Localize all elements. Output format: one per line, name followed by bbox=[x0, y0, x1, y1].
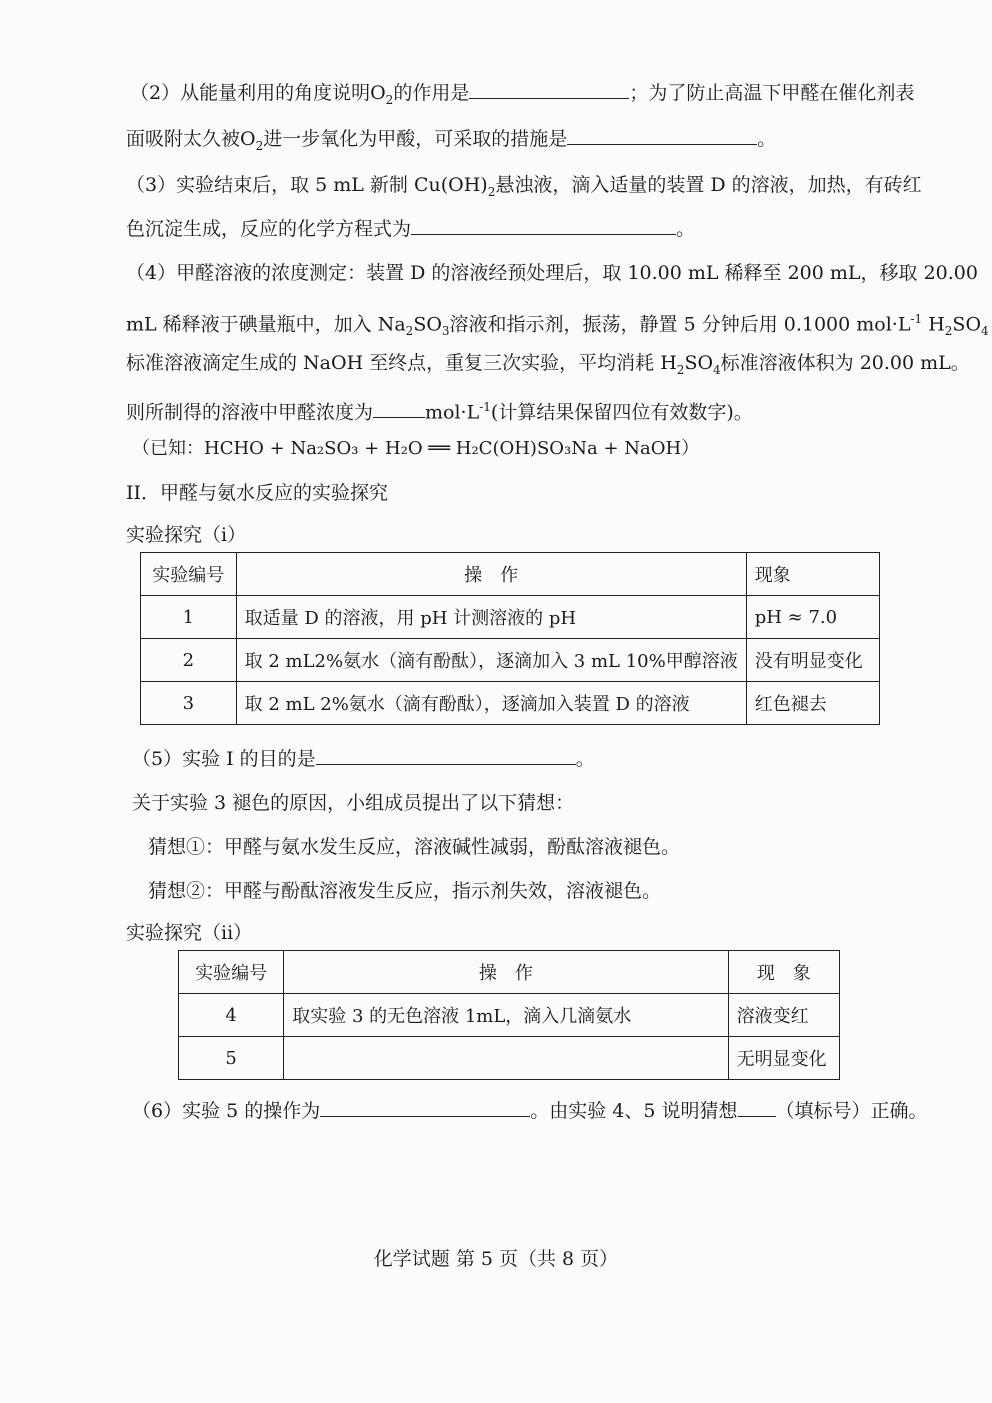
q3-text: 。 bbox=[676, 218, 696, 240]
answer-blank[interactable] bbox=[738, 1098, 776, 1117]
q3-line2 bbox=[126, 216, 695, 242]
q2-text: 。 bbox=[757, 128, 777, 150]
q2-text: 的作用是 bbox=[393, 82, 470, 104]
table-cell: 4 bbox=[179, 994, 284, 1037]
q4-sup: -1 bbox=[910, 312, 923, 326]
answer-blank[interactable] bbox=[411, 216, 676, 235]
q3-text: 悬浊液，滴入适量的装置 D 的溶液，加热，有砖红 bbox=[495, 174, 922, 196]
q2-text: （2）从能量利用的角度说明 bbox=[130, 82, 371, 104]
q3-line1 bbox=[126, 172, 922, 205]
q4-line3: 标准溶液滴定生成的 NaOH 至终点，重复三次实验，平均消耗 $H_2SO_4$标准溶液体积为 20.00 mL。 bbox=[126, 352, 970, 377]
q3-text: （3）实验结束后，取 5 mL 新制 Cu(OH) bbox=[126, 174, 488, 196]
guess1: 猜想①：甲醛与氨水发生反应，溶液碱性减弱，酚酞溶液褪色。 bbox=[148, 836, 681, 858]
exp2-title: 实验探究（ii） bbox=[126, 922, 253, 944]
q6-text: （6）实验 5 的操作为 bbox=[132, 1100, 321, 1122]
table-header-row bbox=[141, 553, 880, 596]
table-row bbox=[141, 596, 880, 639]
table-header: 实验编号 bbox=[179, 951, 284, 994]
o2-symbol: O bbox=[240, 128, 256, 150]
table-header: 操 作 bbox=[284, 951, 728, 994]
q2-text: 进一步氧化为甲酸，可采取的措施是 bbox=[263, 128, 568, 150]
q4-text: mol·L bbox=[425, 401, 480, 424]
section2-title: II．甲醛与氨水反应的实验探究 bbox=[126, 482, 389, 504]
table-row bbox=[179, 1037, 840, 1080]
q4-line1 bbox=[126, 260, 978, 286]
page-footer: 化学试题 第 5 页（共 8 页） bbox=[373, 1248, 619, 1270]
table-cell: 红色褪去 bbox=[746, 682, 879, 725]
q4-text: SO bbox=[952, 313, 982, 336]
q4-text: 则所制得的溶液中甲醛浓度为 bbox=[126, 401, 374, 424]
table-cell: 3 bbox=[141, 682, 237, 725]
q4-text: SO bbox=[684, 352, 714, 374]
table-cell: 无明显变化 bbox=[728, 1037, 839, 1080]
table-header: 实验编号 bbox=[141, 553, 237, 596]
o2-sub: 2 bbox=[385, 92, 394, 107]
table-cell: pH ≈ 7.0 bbox=[746, 596, 879, 639]
answer-blank[interactable] bbox=[567, 126, 757, 145]
q3-text: 色沉淀生成，反应的化学方程式为 bbox=[126, 218, 412, 240]
q6 bbox=[132, 1098, 928, 1124]
table-header: 现象 bbox=[746, 553, 879, 596]
q4-text: （4）甲醛溶液的浓度测定：装置 D 的溶液经预处理后，取 10.00 mL 稀释至 200 mL，移取 20.00 bbox=[126, 262, 978, 284]
o2-symbol: O bbox=[370, 82, 386, 104]
guess2: 猜想②：甲醛与酚酞溶液发生反应，指示剂失效，溶液褪色。 bbox=[148, 880, 662, 902]
q2-text: 面吸附太久被 bbox=[126, 128, 241, 150]
table-cell: 取 2 mL 2%氨水（滴有酚酞），逐滴加入装置 D 的溶液 bbox=[236, 682, 746, 725]
q6-text: 。由实验 4、5 说明猜想 bbox=[530, 1100, 738, 1122]
answer-blank[interactable] bbox=[320, 1098, 530, 1117]
q4-text: H bbox=[922, 313, 945, 336]
table-header-row bbox=[179, 951, 840, 994]
answer-blank[interactable] bbox=[373, 399, 425, 418]
table-cell: 溶液变红 bbox=[728, 994, 839, 1037]
table-row bbox=[179, 994, 840, 1037]
q5 bbox=[132, 746, 595, 772]
table-row bbox=[141, 639, 880, 682]
q4-text: 溶液和指示剂，振荡，静置 5 分钟后用 0.1000 mol·L bbox=[449, 313, 911, 336]
q4-text: 标准溶液体积为 20.00 mL。 bbox=[720, 352, 970, 374]
q4-known: （已知：HCHO + Na₂SO₃ + H₂O ══ H₂C(OH)SO₃Na + NaOH） bbox=[132, 438, 700, 459]
q4-sup: -1 bbox=[479, 400, 491, 414]
q3-sub: 2 bbox=[487, 184, 496, 199]
table-cell: 取 2 mL2%氨水（滴有酚酞），逐滴加入 3 mL 10%甲醇溶液 bbox=[236, 639, 746, 682]
table-cell: 没有明显变化 bbox=[746, 639, 879, 682]
o2-sub: 2 bbox=[255, 138, 264, 153]
q2-line2 bbox=[126, 126, 776, 159]
guess-intro: 关于实验 3 褪色的原因，小组成员提出了以下猜想： bbox=[132, 792, 575, 814]
q4-line2: mL 稀释液于碘量瓶中，加入 $Na_2SO_3$溶液和指示剂，振荡，静置 5 分钟后用 0.1000 $mol\cdot L^{-1}$ $H_2SO_4$ bbox=[126, 312, 989, 339]
answer-blank[interactable] bbox=[469, 80, 629, 99]
q4-text: SO bbox=[413, 313, 442, 336]
q5-text: 。 bbox=[575, 748, 595, 770]
table-cell: 取适量 D 的溶液，用 pH 计测溶液的 pH bbox=[236, 596, 746, 639]
table-cell[interactable] bbox=[284, 1037, 728, 1080]
table-cell: 2 bbox=[141, 639, 237, 682]
q4-text: mL 稀释液于碘量瓶中，加入 Na bbox=[126, 313, 406, 336]
table2 bbox=[178, 950, 840, 1080]
q2-text: ；为了防止高温下甲醛在催化剂表 bbox=[629, 82, 915, 104]
table-cell: 取实验 3 的无色溶液 1mL，滴入几滴氨水 bbox=[284, 994, 728, 1037]
exp1-title: 实验探究（i） bbox=[126, 524, 247, 546]
q4-text: (计算结果保留四位有效数字)。 bbox=[490, 401, 753, 424]
q4-line4 bbox=[126, 394, 753, 425]
q4-text: 标准溶液滴定生成的 NaOH 至终点，重复三次实验，平均消耗 H bbox=[126, 352, 677, 374]
table-cell: 5 bbox=[179, 1037, 284, 1080]
answer-blank[interactable] bbox=[316, 746, 576, 765]
q6-text: （填标号）正确。 bbox=[775, 1100, 928, 1122]
table-row bbox=[141, 682, 880, 725]
table-header: 现 象 bbox=[728, 951, 839, 994]
q5-text: （5）实验 I 的目的是 bbox=[132, 748, 316, 770]
table-cell: 1 bbox=[141, 596, 237, 639]
table1 bbox=[140, 552, 880, 725]
q2-line1 bbox=[130, 80, 914, 113]
table-header: 操 作 bbox=[236, 553, 746, 596]
